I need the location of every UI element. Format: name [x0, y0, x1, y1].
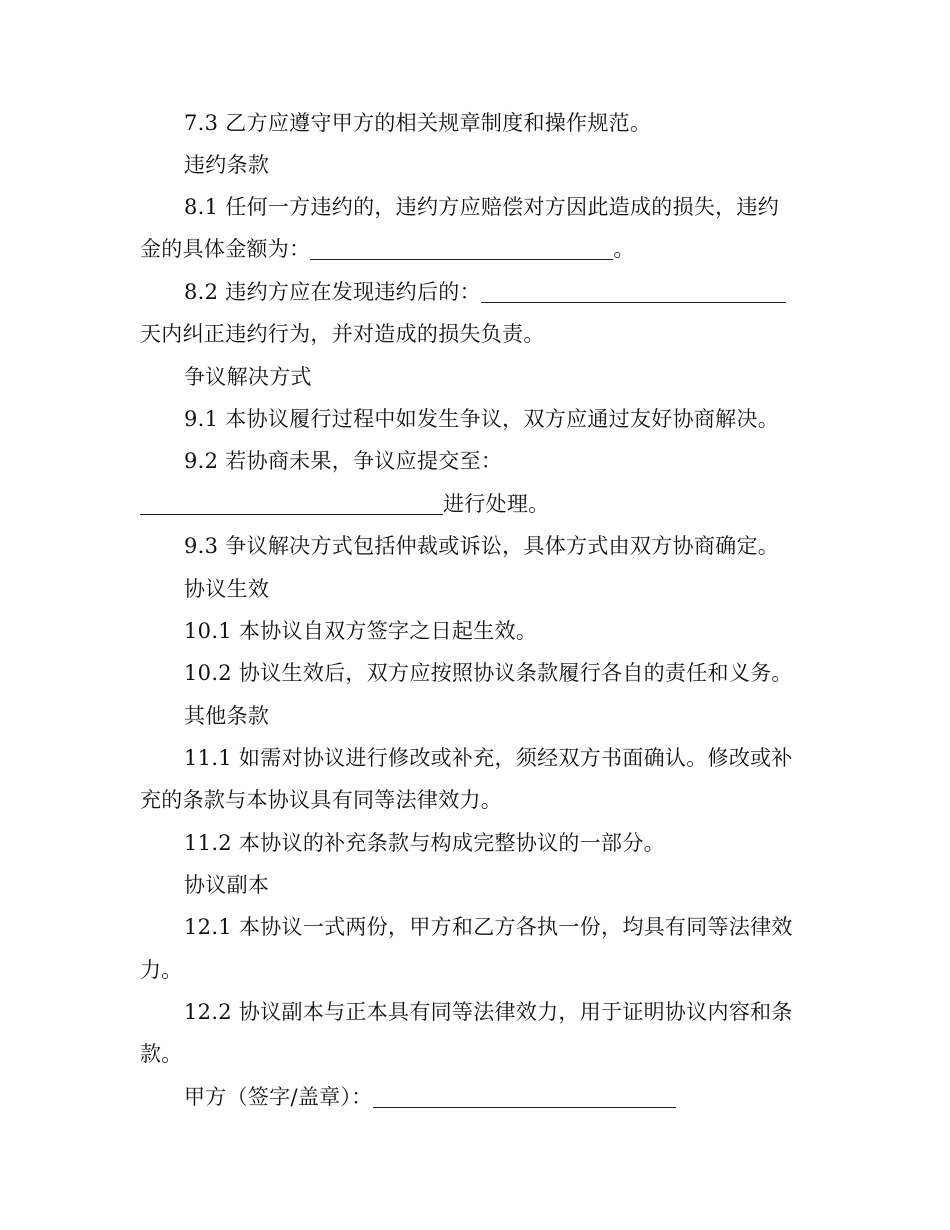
clause-12-2-line1: 12.2 协议副本与正本具有同等法律效力，用于证明协议内容和条	[184, 1000, 793, 1024]
clause-8-1-end: 。	[613, 237, 635, 261]
clause-12-1-line1: 12.1 本协议一式两份，甲方和乙方各执一份，均具有同等法律效	[184, 915, 793, 939]
clause-9-1: 9.1 本协议履行过程中如发生争议，双方应通过友好协商解决。	[184, 407, 780, 431]
clause-9-2-line1: 9.2 若协商未果，争议应提交至：	[184, 449, 503, 473]
clause-9-2-end: 进行处理。	[443, 492, 550, 516]
clause-11-1-line1: 11.1 如需对协议进行修改或补充，须经双方书面确认。修改或补	[184, 746, 793, 770]
party-a-signature-line	[184, 1084, 676, 1110]
clause-8-2-line2: 天内纠正违约行为，并对造成的损失负责。	[140, 322, 545, 346]
correction-days-blank[interactable]	[481, 282, 786, 303]
party-a-signature-blank[interactable]	[373, 1087, 676, 1108]
clause-12-2-line2: 款。	[140, 1042, 183, 1066]
clause-11-2: 11.2 本协议的补充条款与构成完整协议的一部分。	[184, 831, 665, 855]
clause-7-3: 7.3 乙方应遵守甲方的相关规章制度和操作规范。	[184, 111, 652, 135]
clause-9-3: 9.3 争议解决方式包括仲裁或诉讼，具体方式由双方协商确定。	[184, 534, 780, 558]
section-heading-copies: 协议副本	[184, 873, 270, 897]
dispute-venue-blank[interactable]	[140, 494, 443, 515]
section-heading-dispute: 争议解决方式	[184, 365, 312, 389]
section-heading-other: 其他条款	[184, 704, 270, 728]
clause-10-1: 10.1 本协议自双方签字之日起生效。	[184, 619, 538, 643]
clause-8-1-line2	[140, 236, 635, 262]
section-heading-breach: 违约条款	[184, 153, 270, 177]
clause-11-1-line2: 充的条款与本协议具有同等法律效力。	[140, 788, 503, 812]
clause-8-2-line1	[184, 279, 786, 305]
clause-8-1-line1: 8.1 任何一方违约的，违约方应赔偿对方因此造成的损失，违约	[184, 195, 780, 219]
section-heading-effect: 协议生效	[184, 577, 270, 601]
clause-8-2-text: 8.2 违约方应在发现违约后的：	[184, 280, 481, 304]
clause-10-2: 10.2 协议生效后，双方应按照协议条款履行各自的责任和义务。	[184, 661, 793, 685]
penalty-amount-blank[interactable]	[310, 239, 613, 260]
clause-9-2-line2	[140, 491, 550, 517]
clause-8-1-text: 金的具体金额为：	[140, 237, 311, 261]
clause-12-1-line2: 力。	[140, 958, 183, 982]
party-a-signature-label: 甲方（签字/盖章）：	[184, 1085, 373, 1109]
